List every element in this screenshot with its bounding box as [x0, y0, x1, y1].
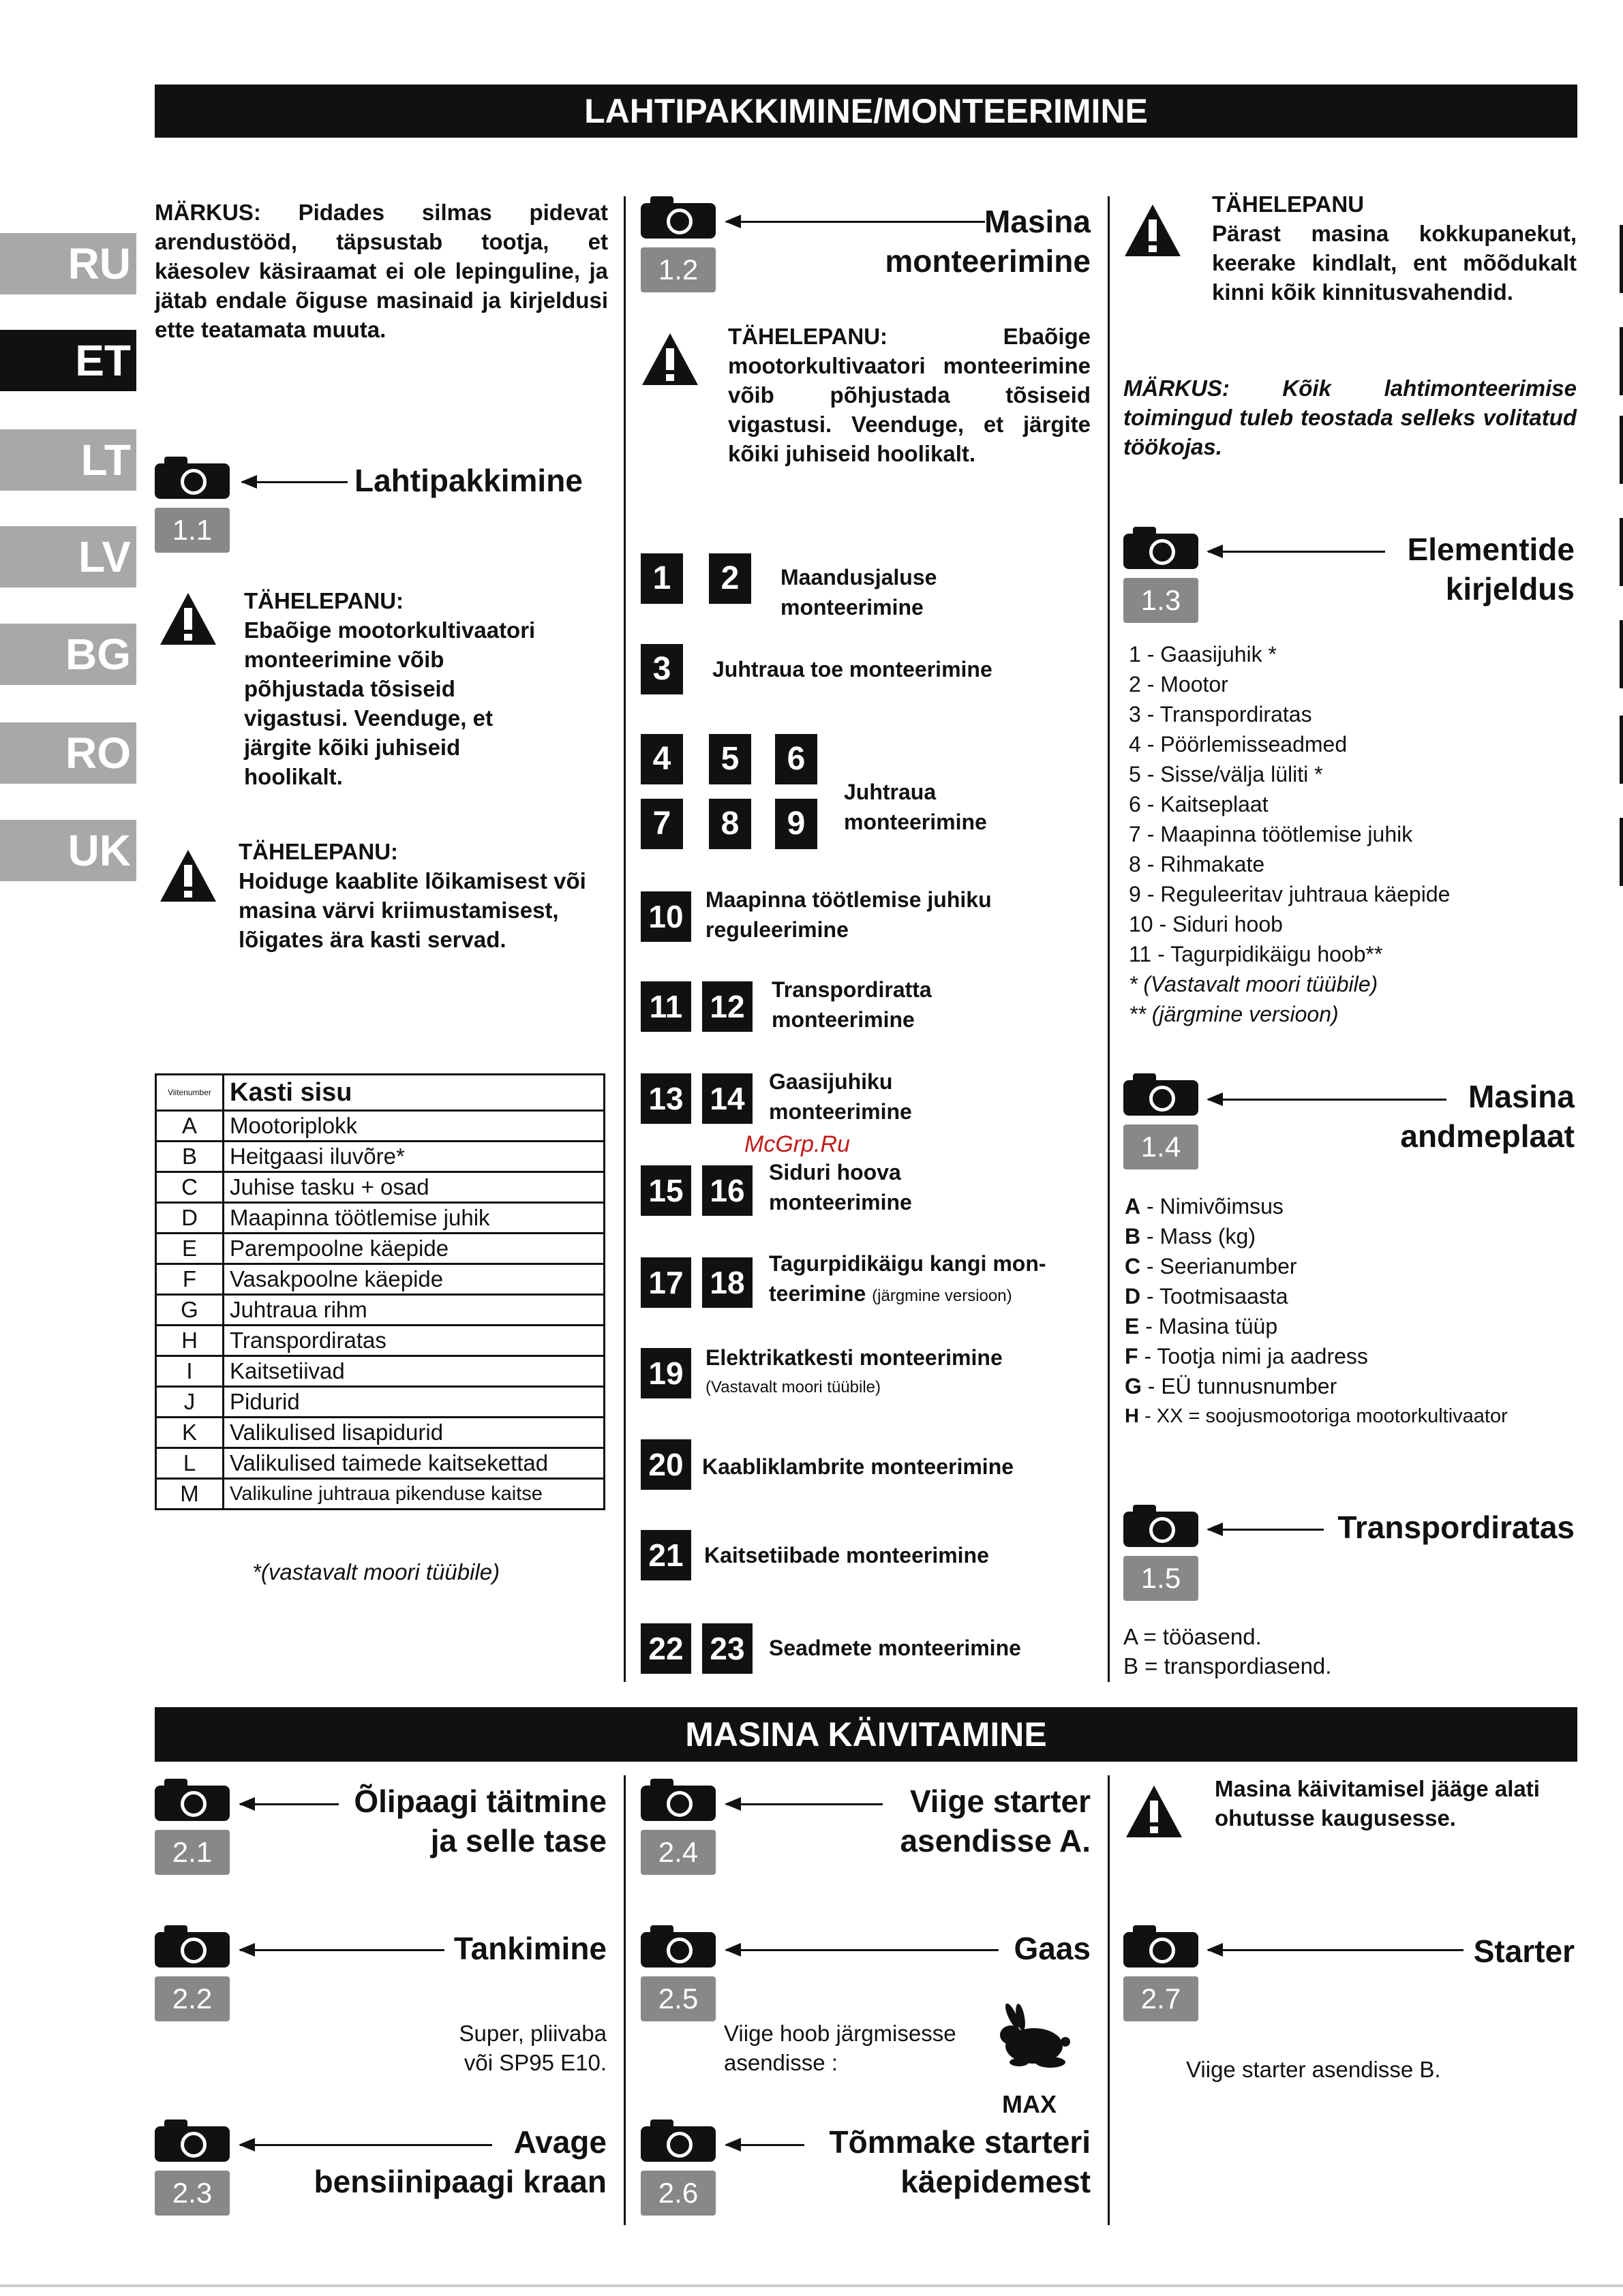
item-key: G [1125, 1374, 1142, 1398]
step-number: 13 [641, 1073, 691, 1124]
title-line: monteerimine [885, 243, 1091, 279]
step-label-line: Elektrikatkesti monteerimine [706, 1345, 1003, 1370]
warning-text: Ebaõige mootorkultivaatori monteerimine võib põhjustada tõsiseid vigastusi. Veenduge, et järgite kõiki juhiseid hoolikalt. [244, 617, 536, 789]
table-cell-key: F [156, 1264, 224, 1295]
list-item: 8 - Rihmakate [1129, 852, 1265, 876]
list-item [1125, 1371, 1578, 1401]
item-value: - Masina tüüp [1145, 1314, 1278, 1338]
figure-ref[interactable]: 1.3 [1123, 578, 1198, 623]
list-note: ** (järgmine versioon) [1129, 1002, 1339, 1026]
throttle-note [724, 2019, 997, 2077]
warning-icon [1125, 1784, 1183, 1839]
warning-block-1 [244, 586, 564, 791]
step-number: 3 [641, 644, 683, 694]
step-label: Kaabliklambrite monteerimine [702, 1454, 1014, 1479]
table-cell-key: I [156, 1356, 224, 1387]
table-cell-key: H [156, 1326, 224, 1356]
step-title-choke-a [784, 1781, 1091, 1861]
warning-block-3 [1212, 189, 1577, 307]
item-value: - Tootja nimi ja aadress [1144, 1344, 1368, 1368]
step-title-oil [286, 1781, 607, 1861]
camera-icon [1123, 534, 1198, 569]
step-number: 16 [702, 1165, 753, 1216]
table-row [156, 1172, 605, 1203]
banner-starting: MASINA KÄIVITAMINE [155, 1707, 1577, 1762]
step-label [769, 1067, 912, 1127]
step-number: 18 [702, 1257, 753, 1308]
lang-tab-ru[interactable]: RU [0, 233, 136, 294]
step-label-line: teerimine [769, 1281, 866, 1306]
warning-title: TÄHELEPANU [1212, 192, 1365, 217]
title-line: bensiinipaagi kraan [314, 2164, 607, 2199]
table-cell-key: M [156, 1479, 224, 1510]
table-row [156, 1234, 605, 1264]
lang-tab-lt[interactable]: LT [0, 429, 136, 491]
arrow-icon [242, 481, 348, 483]
title-line: käepidemest [900, 2164, 1091, 2199]
item-key: B [1125, 1224, 1141, 1249]
list-item [1125, 1251, 1578, 1281]
list-item [1125, 1221, 1578, 1251]
edge-mark [1620, 620, 1623, 688]
watermark-text: McGrp.Ru [744, 1131, 850, 1157]
title-line: Elementide [1407, 532, 1575, 567]
step-title-fuel-valve [286, 2122, 607, 2201]
lang-tab-lv[interactable]: LV [0, 526, 136, 587]
camera-icon [1123, 1080, 1198, 1116]
step-label-line: Siduri hoova [769, 1160, 901, 1184]
step-title-starter: Starter [1473, 1933, 1575, 1969]
step-label [769, 1249, 1046, 1311]
title-line: Õlipaagi täitmine [354, 1784, 607, 1819]
step-number: 10 [641, 891, 691, 942]
table-cell-key: C [156, 1172, 224, 1203]
item-value: - EÜ tunnusnumber [1147, 1374, 1337, 1398]
table-row [156, 1295, 605, 1326]
data-plate-list [1125, 1191, 1578, 1431]
step-number: 9 [775, 799, 817, 849]
camera-icon [1123, 1512, 1198, 1547]
section-title-data-plate [1295, 1077, 1575, 1156]
figure-ref[interactable]: 2.3 [155, 2171, 230, 2216]
table-cell-value: Heitgaasi iluvõre* [224, 1142, 605, 1172]
table-cell-value: Pidurid [224, 1387, 605, 1418]
note-workshop: MÄRKUS: Kõik lahtimonteerimise toimingud tuleb teostada selleks volitatud töökojas. [1123, 376, 1577, 459]
table-header-key: Viitenumber [156, 1075, 224, 1111]
step-label-line: monteerimine [780, 595, 924, 619]
fuel-note-line: või SP95 E10. [464, 2050, 607, 2075]
step-label: Seadmete monteerimine [769, 1636, 1021, 1660]
section-title-elements [1295, 530, 1575, 609]
step-label-note: (Vastavalt moori tüübile) [706, 1378, 881, 1396]
camera-icon [1123, 1932, 1198, 1968]
step-number: 1 [641, 553, 683, 604]
list-note: * (Vastavalt moori tüübile) [1129, 972, 1378, 996]
step-number: 17 [641, 1257, 691, 1308]
note-disclaimer: MÄRKUS: Pidades silmas pidevat arendustööd, täpsustab tootja, et käesolev käsiraamat ei ole lepinguline, ja jätab endale õiguse masinaid ja kirjeldusi ette teatamata muuta. [155, 200, 608, 342]
list-item [1125, 1341, 1578, 1371]
edge-mark [1620, 327, 1623, 395]
table-cell-key: K [156, 1418, 224, 1448]
step-number: 22 [641, 1623, 691, 1674]
column-divider [1108, 196, 1110, 1682]
table-cell-value: Valikuline juhtraua pikenduse kaitse [224, 1479, 605, 1510]
step-number: 7 [641, 799, 683, 849]
table-row [156, 1203, 605, 1234]
figure-ref[interactable]: 2.2 [155, 1976, 230, 2021]
item-value: - Mass (kg) [1147, 1224, 1256, 1249]
lang-tab-uk[interactable]: UK [0, 820, 136, 881]
edge-mark [1620, 518, 1623, 586]
table-cell-value: Mootoriplokk [224, 1111, 605, 1142]
title-line: andmeplaat [1400, 1118, 1575, 1154]
step-number: 8 [709, 799, 751, 849]
table-row [156, 1479, 605, 1510]
edge-mark [1620, 716, 1623, 784]
step-title-refuel: Tankimine [453, 1931, 607, 1966]
warning-title: TÄHELEPANU: [244, 588, 404, 613]
item-key: F [1125, 1344, 1138, 1368]
figure-ref[interactable]: 2.7 [1123, 1976, 1198, 2021]
list-item: 6 - Kaitseplaat [1129, 792, 1269, 816]
list-item [1125, 1311, 1578, 1341]
step-number: 23 [702, 1623, 753, 1674]
bottom-rule [0, 2284, 1623, 2287]
lang-tab-et[interactable]: ET [0, 330, 136, 391]
table-cell-key: L [156, 1448, 224, 1479]
title-line: asendisse A. [900, 1823, 1091, 1858]
list-item: 5 - Sisse/välja lüliti * [1129, 762, 1323, 786]
table-cell-value: Valikulised lisapidurid [224, 1418, 605, 1448]
step-label-line: Maapinna töötlemise juhiku [706, 887, 992, 912]
table-row [156, 1111, 605, 1142]
arrow-icon [1208, 1949, 1463, 1951]
title-line: Viige starter [909, 1784, 1091, 1819]
step-label [844, 777, 987, 837]
table-row [156, 1356, 605, 1387]
list-item: 1 - Gaasijuhik * [1129, 642, 1277, 667]
edge-mark [1620, 818, 1623, 886]
list-item: 7 - Maapinna töötlemise juhik [1129, 822, 1413, 846]
table-cell-key: B [156, 1142, 224, 1172]
section-title-unpacking: Lahtipakkimine [354, 463, 583, 498]
title-line: Avage [513, 2124, 607, 2160]
list-item: 4 - Pöörlemisseadmed [1129, 732, 1348, 756]
item-value: - Tootmisaasta [1147, 1284, 1288, 1308]
throttle-note-line: Viige hoob järgmisesse [724, 2021, 956, 2046]
table-header-title: Kasti sisu [224, 1075, 605, 1111]
item-value: - Seerianumber [1147, 1254, 1297, 1279]
table-cell-value: Parempoolne käepide [224, 1234, 605, 1264]
throttle-max-label: MAX [1002, 2090, 1057, 2118]
step-number: 12 [702, 981, 753, 1032]
camera-icon [155, 1932, 230, 1968]
title-line: Tõmmake starteri [829, 2124, 1091, 2160]
item-value: - XX = soojusmootoriga mootorkultivaator [1144, 1405, 1508, 1427]
table-row [156, 1448, 605, 1479]
step-label-note: (järgmine versioon) [872, 1287, 1012, 1305]
title-line: Masina [984, 204, 1091, 239]
step-title-throttle: Gaas [1014, 1931, 1091, 1966]
table-header-row [156, 1075, 605, 1111]
list-item: 11 - Tagurpidikäigu hoob** [1129, 942, 1383, 966]
warning-text: Hoiduge kaablite lõikamisest või masina värvi kriimustamisest, lõigates ära kasti servad. [239, 868, 586, 952]
figure-ref[interactable]: 2.1 [155, 1830, 230, 1875]
figure-ref[interactable]: 1.4 [1123, 1124, 1198, 1169]
table-row [156, 1264, 605, 1295]
list-item: 9 - Reguleeritav juhtraua käepide [1129, 882, 1451, 906]
fuel-note [382, 2019, 607, 2077]
step-label-line: monteerimine [772, 1007, 915, 1032]
item-value: - Nimivõimsus [1147, 1194, 1284, 1219]
column-divider [624, 196, 626, 1682]
table-row [156, 1142, 605, 1172]
step-label [706, 885, 992, 945]
step-label-line: Maandusjaluse [780, 565, 937, 590]
table-cell-value: Juhtraua rihm [224, 1295, 605, 1326]
table-cell-key: J [156, 1387, 224, 1418]
figure-ref[interactable]: 1.5 [1123, 1556, 1198, 1601]
step-label-line: reguleerimine [706, 917, 849, 942]
item-key: H [1125, 1405, 1139, 1427]
step-label-line: monteerimine [769, 1190, 912, 1214]
step-label: Juhtraua toe monteerimine [712, 657, 992, 682]
step-label: Kaitsetiibade monteerimine [704, 1543, 989, 1567]
item-key: C [1125, 1254, 1141, 1279]
list-item [1125, 1401, 1578, 1431]
warning-icon [641, 332, 699, 386]
step-number: 15 [641, 1165, 691, 1216]
step-number: 20 [641, 1439, 691, 1490]
item-key: D [1125, 1284, 1141, 1308]
step-number: 11 [641, 981, 691, 1032]
table-cell-value: Juhise tasku + osad [224, 1172, 605, 1203]
warning-text: Pärast masina kokkupanekut, keerake kindlalt, ent mõõdukalt kinni kõik kinnitusvahendid. [1212, 221, 1577, 305]
list-item: 10 - Siduri hoob [1129, 912, 1283, 936]
column-divider [624, 1775, 626, 2225]
box-contents-table [155, 1073, 605, 1510]
table-cell-key: A [156, 1111, 224, 1142]
edge-mark [1620, 225, 1623, 293]
step-number: 14 [702, 1073, 753, 1124]
figure-ref[interactable]: 1.1 [155, 508, 230, 553]
table-cell-value: Kaitsetiivad [224, 1356, 605, 1387]
transport-position-a: A = tööasend. [1123, 1624, 1262, 1649]
step-label [706, 1343, 1003, 1403]
column-divider [1108, 1775, 1110, 2225]
warning-block-2 [239, 837, 607, 954]
title-line: Masina [1468, 1079, 1575, 1114]
figure-ref[interactable]: 2.6 [641, 2171, 716, 2216]
step-label-line: Gaasijuhiku [769, 1069, 893, 1094]
step-number: 2 [709, 553, 751, 604]
lang-tab-ro[interactable]: RO [0, 722, 136, 784]
elements-list [1129, 639, 1579, 1029]
table-cell-value: Vasakpoolne käepide [224, 1264, 605, 1295]
section-title-transport: Transpordiratas [1337, 1510, 1575, 1545]
table-row [156, 1326, 605, 1356]
figure-ref[interactable]: 2.4 [641, 1830, 716, 1875]
list-item [1125, 1281, 1578, 1311]
camera-icon [641, 2126, 716, 2162]
step-number: 5 [709, 734, 751, 784]
banner-unpacking: LAHTIPAKKIMINE/MONTEERIMINE [155, 85, 1577, 138]
fuel-note-line: Super, pliivaba [459, 2021, 607, 2046]
step-label [769, 1157, 912, 1217]
step-number: 21 [641, 1530, 691, 1580]
edge-mark [1620, 416, 1623, 484]
warning-icon [159, 848, 217, 903]
warning-text: TÄHELEPANU: Ebaõige mootorkultivaatori monteerimine võib põhjustada tõsiseid vigastusi. Veenduge, et järgite kõiki juhiseid hoolikalt. [728, 324, 1091, 466]
step-label [772, 975, 932, 1035]
camera-icon [155, 463, 230, 499]
step-label-line: Juhtraua [844, 780, 937, 804]
lang-tab-bg[interactable]: BG [0, 624, 136, 685]
step-number: 4 [641, 734, 683, 784]
transport-position-b: B = transpordiasend. [1123, 1653, 1332, 1679]
table-row [156, 1387, 605, 1418]
table-row [156, 1418, 605, 1448]
table-cell-value: Valikulised taimede kaitsekettad [224, 1448, 605, 1479]
camera-icon [155, 2126, 230, 2162]
arrow-icon [1208, 1529, 1324, 1531]
starter-note: Viige starter asendisse B. [1186, 2057, 1441, 2082]
warning-icon [159, 592, 217, 646]
title-line: kirjeldus [1445, 571, 1575, 607]
rabbit-fast-icon [992, 2004, 1074, 2075]
item-key: A [1125, 1194, 1141, 1219]
list-item: 3 - Transpordiratas [1129, 702, 1312, 726]
warning-title: TÄHELEPANU: [239, 839, 399, 864]
section-title-assembly [784, 202, 1091, 281]
throttle-note-line: asendisse : [724, 2050, 838, 2075]
step-number: 19 [641, 1348, 691, 1398]
list-item [1125, 1191, 1578, 1221]
table-cell-value: Transpordiratas [224, 1326, 605, 1356]
step-label-line: Tagurpidikäigu kangi mon- [769, 1251, 1046, 1276]
camera-icon [641, 203, 716, 239]
step-label-line: monteerimine [844, 810, 987, 834]
warning-start-distance: Masina käivitamisel jääge alati ohutusse kaugusesse. [1215, 1776, 1540, 1831]
step-title-pull-starter [784, 2122, 1091, 2201]
warning-icon [1123, 203, 1182, 258]
step-label [780, 562, 937, 622]
table-cell-key: G [156, 1295, 224, 1326]
camera-icon [155, 1786, 230, 1821]
item-key: E [1125, 1314, 1140, 1338]
table-cell-value: Maapinna töötlemise juhik [224, 1203, 605, 1234]
table-footnote: *(vastavalt moori tüübile) [252, 1559, 500, 1585]
figure-ref[interactable]: 1.2 [641, 247, 716, 292]
step-label-line: monteerimine [769, 1099, 912, 1124]
camera-icon [641, 1932, 716, 1968]
table-cell-key: E [156, 1234, 224, 1264]
table-cell-key: D [156, 1203, 224, 1234]
title-line: ja selle tase [430, 1823, 607, 1858]
figure-ref[interactable]: 2.5 [641, 1976, 716, 2021]
camera-icon [641, 1786, 716, 1821]
list-item: 2 - Mootor [1129, 672, 1228, 697]
step-label-line: Transpordiratta [772, 977, 932, 1002]
step-number: 6 [775, 734, 817, 784]
